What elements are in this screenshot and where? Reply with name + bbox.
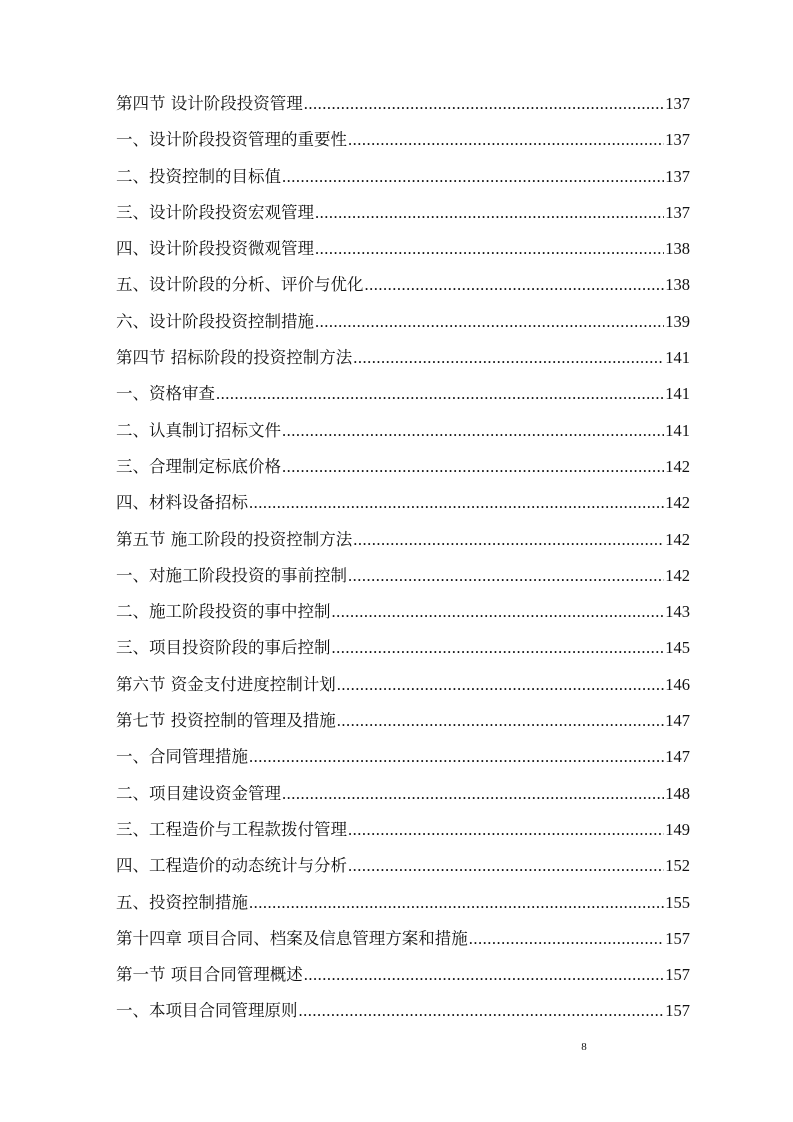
toc-entry-title: 五、投资控制措施 xyxy=(116,892,248,912)
toc-entry[interactable] xyxy=(116,630,690,666)
toc-entry[interactable] xyxy=(116,703,690,739)
toc-entry-title: 二、施工阶段投资的事中控制 xyxy=(116,602,331,622)
toc-entry-title: 第四节 设计阶段投资管理 xyxy=(116,94,303,113)
toc-entry-page-number: 139 xyxy=(665,311,690,331)
toc-entry[interactable] xyxy=(116,739,690,775)
toc-entry[interactable] xyxy=(116,340,690,376)
toc-entry-page-number: 137 xyxy=(665,166,690,186)
toc-entry[interactable] xyxy=(116,558,690,594)
toc-dot-leader xyxy=(337,667,665,703)
toc-entry-title: 三、合理制定标底价格 xyxy=(116,456,281,476)
toc-entry-title: 四、工程造价的动态统计与分析 xyxy=(116,856,347,876)
toc-entry[interactable] xyxy=(116,195,690,231)
toc-dot-leader xyxy=(315,231,664,267)
toc-dot-leader xyxy=(348,122,664,158)
toc-entry-title: 三、设计阶段投资宏观管理 xyxy=(116,202,314,222)
toc-entry[interactable] xyxy=(116,885,690,921)
toc-entry-page-number: 148 xyxy=(665,783,690,803)
toc-entry-page-number: 137 xyxy=(665,94,690,113)
toc-entry-page-number: 142 xyxy=(665,493,690,513)
toc-entry-page-number: 157 xyxy=(665,928,690,948)
toc-dot-leader xyxy=(249,885,664,921)
toc-entry-title: 第十四章 项目合同、档案及信息管理方案和措施 xyxy=(116,928,468,948)
toc-entry-title: 四、设计阶段投资微观管理 xyxy=(116,239,314,259)
toc-dot-leader xyxy=(304,957,665,993)
toc-dot-leader xyxy=(469,921,665,957)
toc-entry[interactable] xyxy=(116,86,690,122)
toc-entry[interactable] xyxy=(116,522,690,558)
toc-dot-leader xyxy=(348,848,664,884)
toc-entry-page-number: 142 xyxy=(665,529,690,549)
toc-entry-title: 五、设计阶段的分析、评价与优化 xyxy=(116,275,364,295)
toc-dot-leader xyxy=(216,376,664,412)
toc-dot-leader xyxy=(315,304,664,340)
toc-dot-leader xyxy=(353,340,664,376)
toc-entry[interactable] xyxy=(116,957,690,993)
toc-entry[interactable] xyxy=(116,231,690,267)
toc-entry-page-number: 146 xyxy=(665,674,690,694)
toc-entry-page-number: 141 xyxy=(665,348,690,368)
toc-entry-title: 二、认真制订招标文件 xyxy=(116,420,281,440)
toc-dot-leader xyxy=(353,522,664,558)
toc-dot-leader xyxy=(249,739,664,775)
toc-entry[interactable] xyxy=(116,776,690,812)
toc-entry-page-number: 155 xyxy=(665,892,690,912)
toc-entry-page-number: 145 xyxy=(665,638,690,658)
toc-entry[interactable] xyxy=(116,594,690,630)
toc-dot-leader xyxy=(348,558,664,594)
toc-entry-title: 第五节 施工阶段的投资控制方法 xyxy=(116,529,353,549)
toc-entry-title: 一、设计阶段投资管理的重要性 xyxy=(116,130,347,150)
toc-entry-title: 第七节 投资控制的管理及措施 xyxy=(116,711,336,731)
toc-entry-page-number: 143 xyxy=(665,602,690,622)
toc-entry-page-number: 138 xyxy=(665,239,690,259)
toc-dot-leader xyxy=(365,267,665,303)
toc-entry-title: 二、投资控制的目标值 xyxy=(116,166,281,186)
toc-entry-page-number: 141 xyxy=(665,420,690,440)
toc-entry-title: 一、合同管理措施 xyxy=(116,747,248,767)
toc-entry-page-number: 137 xyxy=(665,202,690,222)
toc-entry-page-number: 142 xyxy=(665,565,690,585)
toc-entry-page-number: 138 xyxy=(665,275,690,295)
toc-entry-page-number: 152 xyxy=(665,856,690,876)
toc-entry[interactable] xyxy=(116,848,690,884)
toc-entry-title: 三、工程造价与工程款拨付管理 xyxy=(116,819,347,839)
toc-entry-title: 一、本项目合同管理原则 xyxy=(116,1001,298,1021)
toc-dot-leader xyxy=(282,159,664,195)
toc-entry-title: 一、对施工阶段投资的事前控制 xyxy=(116,565,347,585)
toc-dot-leader xyxy=(304,86,665,122)
toc-dot-leader xyxy=(282,776,664,812)
toc-dot-leader xyxy=(282,449,664,485)
toc-dot-leader xyxy=(348,812,664,848)
toc-entry-page-number: 147 xyxy=(665,747,690,767)
toc-entry-page-number: 141 xyxy=(665,384,690,404)
toc-entry-title: 第一节 项目合同管理概述 xyxy=(116,965,303,985)
toc-dot-leader xyxy=(315,195,664,231)
toc-entry-title: 二、项目建设资金管理 xyxy=(116,783,281,803)
toc-entry-page-number: 142 xyxy=(665,456,690,476)
toc-entry[interactable] xyxy=(116,993,690,1029)
toc-entry-page-number: 157 xyxy=(665,1001,690,1021)
toc-entry[interactable] xyxy=(116,267,690,303)
toc-entry[interactable] xyxy=(116,667,690,703)
toc-entry-page-number: 137 xyxy=(665,130,690,150)
toc-entry[interactable] xyxy=(116,122,690,158)
toc-entry[interactable] xyxy=(116,485,690,521)
toc-dot-leader xyxy=(332,630,665,666)
toc-entry-page-number: 149 xyxy=(665,819,690,839)
toc-entry-title: 第六节 资金支付进度控制计划 xyxy=(116,674,336,694)
table-of-contents xyxy=(116,86,690,1030)
toc-dot-leader xyxy=(299,993,665,1029)
page-number: 8 xyxy=(581,1041,587,1053)
toc-dot-leader xyxy=(249,485,664,521)
toc-entry-page-number: 147 xyxy=(665,711,690,731)
toc-entry[interactable] xyxy=(116,812,690,848)
toc-entry[interactable] xyxy=(116,449,690,485)
toc-entry[interactable] xyxy=(116,304,690,340)
toc-dot-leader xyxy=(282,413,664,449)
toc-entry-title: 六、设计阶段投资控制措施 xyxy=(116,311,314,331)
toc-dot-leader xyxy=(332,594,665,630)
toc-entry-title: 三、项目投资阶段的事后控制 xyxy=(116,638,331,658)
toc-entry[interactable] xyxy=(116,413,690,449)
toc-entry-title: 第四节 招标阶段的投资控制方法 xyxy=(116,348,353,368)
toc-entry[interactable] xyxy=(116,921,690,957)
toc-dot-leader xyxy=(337,703,665,739)
toc-entry-title: 四、材料设备招标 xyxy=(116,493,248,513)
toc-entry-title: 一、资格审查 xyxy=(116,384,215,404)
toc-entry-page-number: 157 xyxy=(665,965,690,985)
toc-entry[interactable] xyxy=(116,376,690,412)
toc-entry[interactable] xyxy=(116,159,690,195)
